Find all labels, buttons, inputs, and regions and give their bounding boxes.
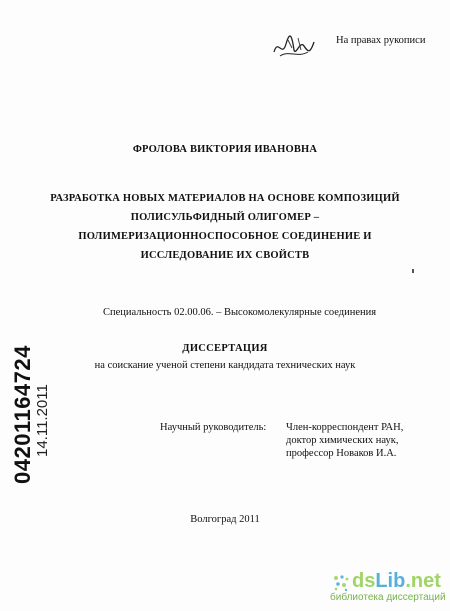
advisor-line: доктор химических наук,	[286, 435, 399, 446]
dslib-logo	[352, 570, 441, 592]
city-year: Волгоград 2011	[190, 514, 260, 525]
specialty-line: Специальность 02.00.06. – Высокомолекулярные соединения	[103, 307, 377, 318]
title-line: ПОЛИСУЛЬФИДНЫЙ ОЛИГОМЕР –	[130, 212, 320, 223]
dslib-logo-icon	[332, 574, 350, 592]
advisor-line: профессор Новаков И.А.	[286, 448, 397, 459]
dslib-subtitle: библиотека диссертаций	[330, 592, 446, 603]
dissertation-heading: ДИССЕРТАЦИЯ	[182, 343, 268, 354]
scan-speck	[412, 269, 414, 273]
advisor-label: Научный руководитель:	[160, 422, 267, 433]
advisor-line: Член-корреспондент РАН,	[286, 422, 404, 433]
rights-note: На правах рукописи	[336, 35, 426, 46]
title-line: ПОЛИМЕРИЗАЦИОННОСПОСОБНОЕ СОЕДИНЕНИЕ И	[78, 231, 372, 242]
author-name: ФРОЛОВА ВИКТОРИЯ ИВАНОВНА	[132, 144, 318, 155]
stamp-date: 14.11.2011	[34, 384, 51, 457]
dissertation-title	[0, 189, 450, 265]
logo-ds: ds	[352, 570, 376, 592]
title-line: ИССЛЕДОВАНИЕ ИХ СВОЙСТВ	[140, 250, 310, 261]
handwritten-signature	[268, 32, 318, 62]
logo-net: .net	[405, 570, 441, 592]
dslib-watermark	[326, 570, 446, 606]
title-line: РАЗРАБОТКА НОВЫХ МАТЕРИАЛОВ НА ОСНОВЕ КОМПОЗИЦИЙ	[50, 193, 400, 204]
stamp-id-number: 04201164724	[10, 345, 35, 484]
logo-lib: Lib	[375, 570, 406, 592]
degree-line: на соискание ученой степени кандидата технических наук	[94, 360, 356, 371]
advisor-details	[286, 421, 403, 460]
